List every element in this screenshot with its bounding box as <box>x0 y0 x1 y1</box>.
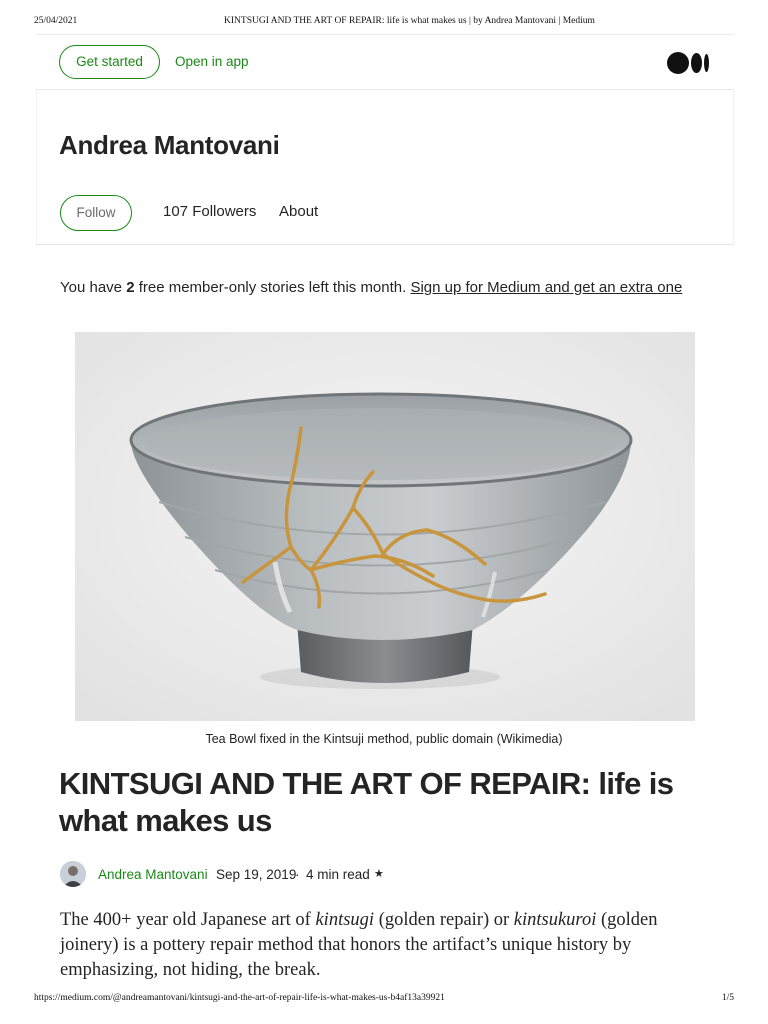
paragraph-text: (golden repair) or <box>374 910 514 930</box>
article-title: KINTSUGI AND THE ART OF REPAIR: life is what makes us <box>59 766 674 838</box>
about-link[interactable]: About <box>279 203 319 220</box>
member-stories-notice <box>60 279 682 296</box>
notice-prefix: You have <box>60 279 127 296</box>
byline-author-link[interactable]: Andrea Mantovani <box>98 867 208 882</box>
author-avatar[interactable] <box>60 861 86 887</box>
byline-separator: · <box>295 867 300 882</box>
print-page-number: 1/5 <box>721 993 734 1003</box>
followers-link[interactable]: 107 Followers <box>163 203 257 220</box>
open-in-app-link[interactable]: Open in app <box>175 54 249 69</box>
term-kintsugi: kintsugi <box>315 910 375 930</box>
sign-up-link[interactable]: Sign up for Medium and get an extra one <box>410 279 683 296</box>
hero-caption: Tea Bowl fixed in the Kintsuji method, public domain (Wikimedia) <box>205 732 563 746</box>
print-url: https://medium.com/@andreamantovani/kintsugi-and-the-art-of-repair-life-is-what-makes-us-b4af13a39921 <box>34 993 445 1003</box>
print-footer <box>34 993 734 1007</box>
paragraph-text: (golden joinery) is a pottery repair method that honors the artifact’s unique history by emphasizing, not hiding, the break. <box>60 910 658 980</box>
publish-date: Sep 19, 2019 <box>216 867 297 882</box>
get-started-button[interactable]: Get started <box>59 45 160 79</box>
stories-left-count: 2 <box>126 279 135 296</box>
author-name[interactable]: Andrea Mantovani <box>59 130 280 160</box>
article-byline <box>60 861 700 887</box>
article-paragraph <box>60 908 710 983</box>
term-kintsukuroi: kintsukuroi <box>513 910 597 930</box>
read-time: 4 min read <box>306 867 370 882</box>
print-date: 25/04/2021 <box>34 16 78 26</box>
hero-image <box>75 332 695 721</box>
author-profile-header <box>36 90 734 245</box>
top-navigation-bar <box>36 34 734 90</box>
notice-suffix: free member-only stories left this month. <box>134 279 411 296</box>
kintsugi-tea-bowl-image <box>75 332 695 721</box>
medium-logo-icon[interactable] <box>667 51 711 75</box>
paragraph-text: The 400+ year old Japanese art of <box>60 910 316 930</box>
print-header <box>34 16 734 30</box>
follow-button[interactable]: Follow <box>60 195 132 231</box>
print-title: KINTSUGI AND THE ART OF REPAIR: life is what makes us | by Andrea Mantovani | Medium <box>224 16 595 26</box>
member-star-icon: ★ <box>374 868 384 880</box>
